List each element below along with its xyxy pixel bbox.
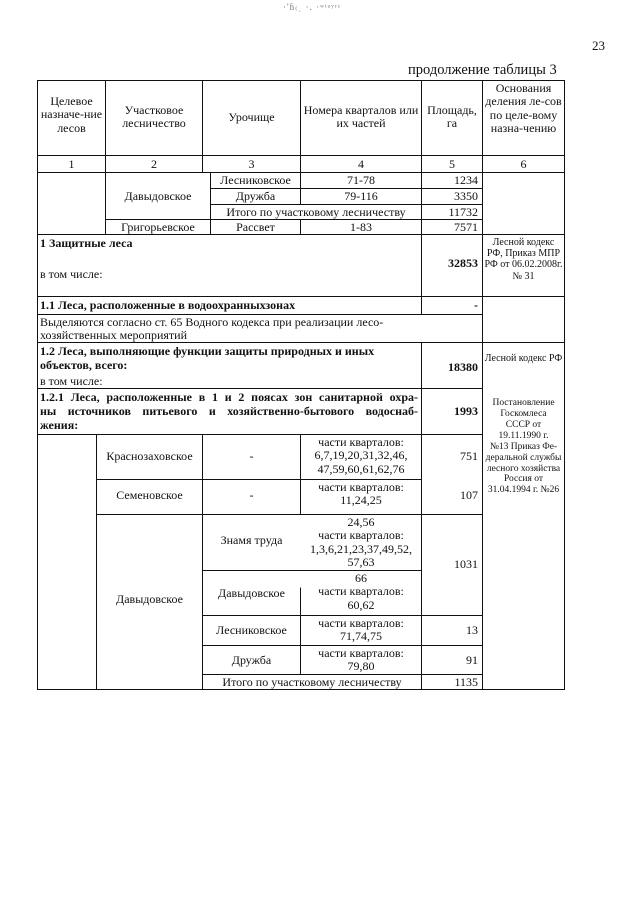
section-1-2-basis: Лесной кодекс РФ: [484, 353, 563, 364]
basis-line: №13 Приказ Фе-: [489, 441, 558, 452]
header-district: Участковое лесничество: [122, 103, 186, 131]
district-davydovskoe-2: Давыдовское: [116, 592, 183, 606]
section-1-1-note-1: Выделяются согласно ст. 65 Водного кодекса при реализации лесо-: [40, 315, 384, 329]
quarters-davydovskoe: [301, 572, 421, 612]
basis-line: Госкомлеса: [500, 408, 547, 419]
section-1-2-1-title-3: жения:: [40, 418, 79, 432]
area-druzhba-2: 91: [466, 653, 478, 667]
col-num-4: 4: [358, 157, 364, 171]
page-number: 23: [592, 38, 605, 53]
quarters-line: 24,56: [347, 515, 375, 529]
header-area: Площадь, га: [427, 103, 477, 131]
total-area-2: 1135: [454, 675, 478, 689]
quarters-line: 57,63: [347, 555, 375, 570]
quarters-line: 71,74,75: [340, 629, 382, 644]
basis-line: лесного хозяйства: [486, 463, 561, 474]
area-semenovskoe: 107: [460, 488, 478, 502]
section-1-2-title-2: объектов, всего:: [40, 358, 128, 372]
col-num-2: 2: [151, 157, 157, 171]
tract-rassvet: Рассвет: [236, 220, 275, 234]
area-lesnikovskoe-2: 13: [466, 623, 478, 637]
quarters-line: части кварталов:: [318, 435, 404, 449]
area-rassvet: 7571: [454, 220, 478, 234]
quarters-line: части кварталов:: [318, 528, 404, 543]
quarters-druzhba-2: [301, 647, 421, 674]
basis-line: деральной службы: [485, 452, 562, 463]
col-num-1: 1: [68, 157, 75, 171]
section-1-subtitle: в том числе:: [40, 267, 103, 281]
tract-dash: -: [249, 488, 254, 502]
quarters-line: 79,80: [347, 659, 375, 674]
tract-lesnikovskoe: Лесниковское: [220, 173, 291, 187]
quarters-line: части кварталов:: [318, 584, 404, 599]
basis-line: Постановление: [492, 398, 555, 408]
quarters-line: части кварталов:: [318, 616, 404, 630]
quarters-druzhba: 79-116: [344, 189, 378, 203]
section-1-2-1-title-2: ны источников питьевого и хозяйственно-бытового водоснаб-: [40, 404, 418, 418]
quarters-line: 1,3,6,21,23,37,49,52,: [310, 541, 412, 556]
section-1-basis: Лесной кодекс РФ, Приказ МПР РФ от 06.02.2008г. № 31: [484, 237, 563, 282]
table-continuation-caption: продолжение таблицы 3: [408, 62, 557, 78]
quarters-line: 66: [355, 571, 367, 585]
area-druzhba: 3350: [454, 189, 478, 203]
col-num-3: 3: [248, 157, 255, 171]
header-quarters: Номера кварталов или их частей: [303, 103, 419, 131]
quarters-line: 60,62: [347, 597, 375, 612]
district-semenovskoe: Семеновское: [116, 488, 183, 502]
district-davydovskoe: Давыдовское: [124, 189, 192, 203]
section-1-2-1-area: 1993: [454, 404, 478, 418]
quarters-lesnikovskoe: 71-78: [347, 173, 375, 187]
header-purpose: Целевое назначе-ние лесов: [40, 94, 103, 135]
quarters-line: 11,24,25: [340, 493, 382, 508]
header-basis: Основания деления ле-сов по целе-вому назна-чению: [485, 81, 562, 136]
section-1-1-title: 1.1 Леса, расположенные в водоохранныхзонах: [40, 298, 296, 312]
quarters-semenovskoe: [301, 481, 421, 508]
basis-line: 31.04.1994 г. №26: [487, 485, 560, 496]
section-1-2-1-title-1: 1.2.1 Леса, расположенные в 1 и 2 поясах зон санитарной охра-: [40, 390, 418, 404]
tract-lesnikovskoe-2: Лесниковское: [216, 623, 287, 637]
tract-druzhba-2: Дружба: [231, 653, 272, 667]
area-lesnikovskoe: 1234: [454, 173, 478, 187]
area-krasnozakhovskoe: 751: [460, 449, 478, 463]
section-1-title: 1 Защитные леса: [40, 236, 133, 250]
district-grigorievskoe: Григорьевское: [121, 220, 195, 234]
district-krasnozakhovskoe: Краснозаховское: [106, 449, 193, 463]
area-znamya-davydovskoe: 1031: [454, 557, 478, 571]
section-1-2-1-basis: [483, 398, 564, 496]
section-1-2-title-1: 1.2 Леса, выполняющие функции защиты природных и иных: [40, 344, 375, 358]
quarters-line: 47,59,60,61,62,76: [317, 461, 405, 476]
quarters-line: части кварталов:: [318, 480, 404, 494]
quarters-line: части кварталов:: [318, 646, 404, 660]
section-1-1-area: -: [474, 298, 478, 312]
basis-line: 19.11.1990 г.: [498, 430, 549, 441]
section-1-1-note-2: хозяйственных мероприятий: [40, 328, 187, 342]
quarters-rassvet: 1-83: [350, 220, 372, 234]
total-label: Итого по участковому лесничеству: [226, 205, 406, 219]
col-num-5: 5: [449, 157, 455, 171]
quarters-krasnozakhovskoe: [301, 436, 421, 476]
basis-line: Россия от: [503, 474, 544, 485]
quarters-znamya-truda: [301, 516, 421, 570]
quarters-line: 6,7,19,20,31,32,46,: [314, 448, 408, 463]
header-tract: Урочище: [228, 110, 275, 124]
col-num-6: 6: [520, 157, 527, 171]
tract-druzhba: Дружба: [235, 189, 276, 203]
basis-line: СССР от: [505, 419, 542, 430]
tract-davydovskoe: Давыдовское: [218, 586, 285, 600]
total-label-2: Итого по участковому лесничеству: [222, 675, 402, 689]
quarters-lesnikovskoe-2: [301, 617, 421, 644]
section-1-2-area: 18380: [448, 360, 478, 374]
tract-znamya-truda: Знамя труда: [220, 533, 283, 547]
tract-dash: -: [249, 449, 254, 463]
total-area: 11732: [448, 205, 478, 219]
section-1-area: 32853: [448, 256, 478, 270]
scan-artifact: ·'ɦ₍ˌ ·. ·ʷᵗᵃʸʳˢ: [283, 2, 341, 12]
section-1-2-subtitle: в том числе:: [40, 374, 103, 388]
